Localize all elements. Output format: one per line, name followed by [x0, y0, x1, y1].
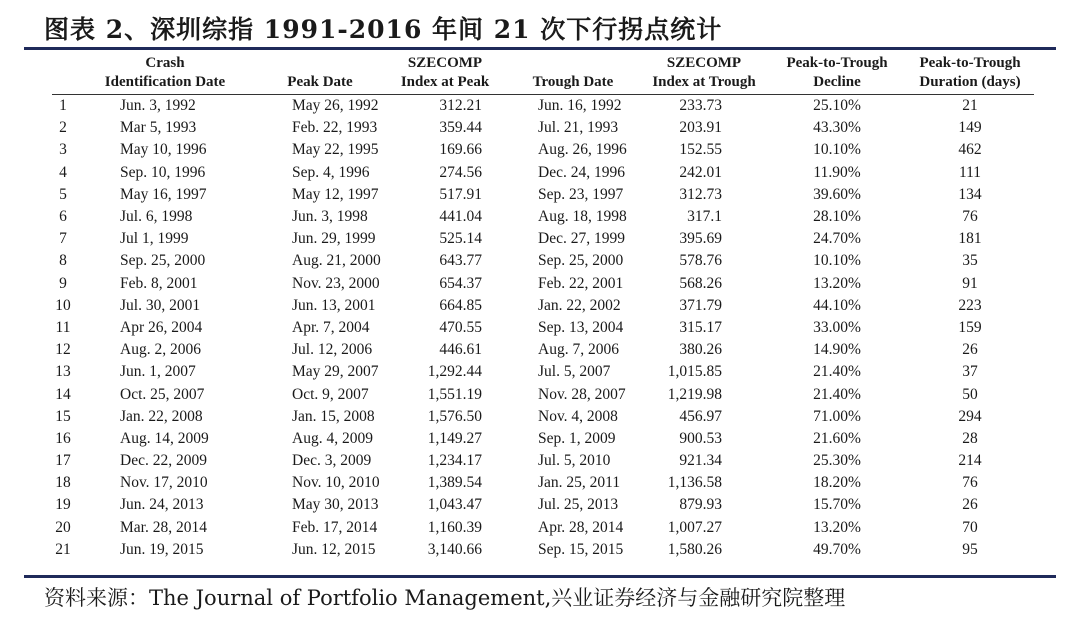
cell-row-number: 8 — [59, 252, 67, 270]
cell-trough-date: Sep. 1, 2009 — [538, 429, 616, 447]
column-header-decline: Peak-to-Trough Decline — [786, 55, 888, 90]
cell-decline: 13.20% — [813, 274, 861, 292]
cell-trough-date: Sep. 23, 1997 — [538, 185, 624, 203]
cell-row-number: 20 — [55, 518, 71, 536]
cell-crash-date: Jun. 1, 2007 — [120, 363, 196, 381]
cell-peak-date: Feb. 22, 1993 — [292, 119, 378, 137]
cell-decline: 28.10% — [813, 208, 861, 226]
cell-trough-date: Sep. 13, 2004 — [538, 318, 624, 336]
cell-decline: 21.40% — [813, 385, 861, 403]
cell-index-at-peak: 664.85 — [439, 296, 482, 314]
cell-crash-date: Sep. 25, 2000 — [120, 252, 206, 270]
cell-decline: 71.00% — [813, 407, 861, 425]
cell-peak-date: Nov. 23, 2000 — [292, 274, 380, 292]
cell-row-number: 17 — [55, 452, 71, 470]
cell-decline: 43.30% — [813, 119, 861, 137]
cell-index-at-peak: 470.55 — [439, 318, 482, 336]
cell-crash-date: May 16, 1997 — [120, 185, 207, 203]
cell-row-number: 13 — [55, 363, 71, 381]
cell-row-number: 1 — [59, 97, 67, 115]
cell-index-at-peak: 654.37 — [439, 274, 482, 292]
cell-decline: 49.70% — [813, 540, 861, 558]
cell-index-at-trough: 395.69 — [679, 230, 722, 248]
cell-index-at-trough: 371.79 — [679, 296, 722, 314]
cell-index-at-peak: 643.77 — [439, 252, 482, 270]
cell-peak-date: Dec. 3, 2009 — [292, 452, 372, 470]
table-row — [52, 162, 1034, 184]
cell-row-number: 19 — [55, 496, 71, 514]
cell-peak-date: Jan. 15, 2008 — [292, 407, 375, 425]
cell-index-at-trough: 233.73 — [679, 97, 722, 115]
cell-trough-date: Sep. 15, 2015 — [538, 540, 624, 558]
cell-peak-date: May 22, 1995 — [292, 141, 379, 159]
column-header-row-number — [52, 52, 74, 92]
cell-crash-date: Jun. 3, 1992 — [120, 97, 196, 115]
cell-decline: 11.90% — [813, 163, 861, 181]
cell-trough-date: Nov. 4, 2008 — [538, 407, 618, 425]
cell-index-at-trough: 380.26 — [679, 341, 722, 359]
cell-peak-date: Jun. 3, 1998 — [292, 208, 368, 226]
cell-row-number: 9 — [59, 274, 67, 292]
column-header-crash-date: Crash Identification Date — [104, 55, 226, 90]
cell-crash-date: Feb. 8, 2001 — [120, 274, 198, 292]
cell-row-number: 14 — [55, 385, 71, 403]
cell-crash-date: Nov. 17, 2010 — [120, 474, 208, 492]
cell-index-at-trough: 578.76 — [679, 252, 722, 270]
cell-crash-date: Jul. 6, 1998 — [120, 208, 193, 226]
cell-crash-date: Dec. 22, 2009 — [120, 452, 207, 470]
cell-crash-date: May 10, 1996 — [120, 141, 207, 159]
cell-row-number: 2 — [59, 119, 67, 137]
cell-peak-date: Feb. 17, 2014 — [292, 518, 378, 536]
cell-index-at-trough: 317.1 — [687, 208, 722, 226]
cell-trough-date: Apr. 28, 2014 — [538, 518, 624, 536]
cell-index-at-peak: 312.21 — [439, 97, 482, 115]
table-row — [52, 517, 1034, 539]
table-row — [52, 450, 1034, 472]
cell-index-at-trough: 879.93 — [679, 496, 722, 514]
cell-crash-date: Aug. 14, 2009 — [120, 429, 209, 447]
cell-row-number: 16 — [55, 429, 71, 447]
cell-peak-date: Nov. 10, 2010 — [292, 474, 380, 492]
cell-index-at-peak: 169.66 — [439, 141, 482, 159]
table-row — [52, 273, 1034, 295]
cell-peak-date: Apr. 7, 2004 — [292, 318, 370, 336]
cell-index-at-trough: 1,580.26 — [667, 540, 722, 558]
cell-row-number: 11 — [55, 318, 71, 336]
cell-duration: 149 — [958, 119, 982, 137]
cell-decline: 14.90% — [813, 341, 861, 359]
table-row — [52, 361, 1034, 383]
cell-trough-date: Nov. 28, 2007 — [538, 385, 626, 403]
cell-index-at-peak: 1,292.44 — [427, 363, 482, 381]
cell-trough-date: Dec. 24, 1996 — [538, 163, 625, 181]
table-row — [52, 139, 1034, 161]
cell-row-number: 5 — [59, 185, 67, 203]
cell-peak-date: Jun. 29, 1999 — [292, 230, 376, 248]
cell-peak-date: Jun. 12, 2015 — [292, 540, 376, 558]
cell-duration: 95 — [962, 540, 978, 558]
cell-trough-date: Sep. 25, 2000 — [538, 252, 624, 270]
cell-crash-date: Sep. 10, 1996 — [120, 163, 206, 181]
cell-index-at-trough: 242.01 — [679, 163, 722, 181]
cell-trough-date: Jul. 5, 2007 — [538, 363, 611, 381]
cell-duration: 134 — [958, 185, 982, 203]
cell-index-at-trough: 568.26 — [679, 274, 722, 292]
cell-duration: 50 — [962, 385, 978, 403]
cell-index-at-trough: 1,015.85 — [667, 363, 722, 381]
cell-index-at-peak: 274.56 — [439, 163, 482, 181]
cell-index-at-trough: 315.17 — [679, 318, 722, 336]
cell-trough-date: Jul. 25, 2013 — [538, 496, 619, 514]
cell-peak-date: May 30, 2013 — [292, 496, 379, 514]
cell-duration: 28 — [962, 429, 978, 447]
cell-trough-date: Jan. 22, 2002 — [538, 296, 621, 314]
column-header-index-at-trough: SZECOMP Index at Trough — [652, 55, 756, 90]
cell-index-at-trough: 203.91 — [679, 119, 722, 137]
cell-peak-date: Jun. 13, 2001 — [292, 296, 376, 314]
cell-row-number: 15 — [55, 407, 71, 425]
cell-duration: 35 — [962, 252, 978, 270]
table-row — [52, 184, 1034, 206]
cell-peak-date: Aug. 4, 2009 — [292, 429, 373, 447]
cell-crash-date: Jan. 22, 2008 — [120, 407, 203, 425]
column-header-index-at-peak: SZECOMP Index at Peak — [400, 55, 490, 90]
cell-index-at-trough: 921.34 — [679, 452, 722, 470]
cell-row-number: 10 — [55, 296, 71, 314]
table-row — [52, 295, 1034, 317]
table-row — [52, 383, 1034, 405]
cell-index-at-peak: 446.61 — [439, 341, 482, 359]
cell-row-number: 4 — [59, 163, 67, 181]
cell-index-at-peak: 1,160.39 — [427, 518, 482, 536]
cell-row-number: 21 — [55, 540, 71, 558]
cell-duration: 223 — [958, 296, 982, 314]
cell-index-at-trough: 456.97 — [679, 407, 722, 425]
cell-peak-date: May 12, 1997 — [292, 185, 379, 203]
table-row — [52, 428, 1034, 450]
cell-trough-date: Jan. 25, 2011 — [538, 474, 621, 492]
table-body — [52, 92, 1034, 561]
cell-index-at-trough: 312.73 — [679, 185, 722, 203]
cell-crash-date: Jun. 19, 2015 — [120, 540, 204, 558]
cell-index-at-trough: 1,219.98 — [667, 385, 722, 403]
cell-peak-date: Aug. 21, 2000 — [292, 252, 381, 270]
cell-decline: 39.60% — [813, 185, 861, 203]
source-note: 资料来源：The Journal of Portfolio Management,兴业证券经济与金融研究院整理 — [44, 586, 846, 610]
table-row — [52, 472, 1034, 494]
table-row — [52, 92, 1034, 117]
cell-trough-date: Jul. 21, 1993 — [538, 119, 619, 137]
column-header-trough-date: Trough Date — [532, 74, 614, 90]
cell-trough-date: Dec. 27, 1999 — [538, 230, 625, 248]
cell-duration: 26 — [962, 496, 978, 514]
cell-index-at-peak: 441.04 — [439, 208, 482, 226]
cell-decline: 15.70% — [813, 496, 861, 514]
cell-index-at-peak: 3,140.66 — [427, 540, 482, 558]
cell-decline: 18.20% — [813, 474, 861, 492]
cell-index-at-peak: 1,234.17 — [427, 452, 482, 470]
cell-index-at-peak: 1,149.27 — [427, 429, 482, 447]
cell-row-number: 12 — [55, 341, 71, 359]
bottom-rule — [24, 575, 1056, 578]
cell-index-at-peak: 1,576.50 — [427, 407, 482, 425]
cell-crash-date: Jul. 30, 2001 — [120, 296, 201, 314]
cell-trough-date: Feb. 22, 2001 — [538, 274, 624, 292]
cell-decline: 21.40% — [813, 363, 861, 381]
cell-index-at-peak: 525.14 — [439, 230, 482, 248]
cell-index-at-peak: 1,551.19 — [427, 385, 482, 403]
cell-crash-date: Mar 5, 1993 — [120, 119, 197, 137]
cell-duration: 294 — [958, 407, 982, 425]
crash-statistics-table — [52, 52, 1034, 561]
cell-peak-date: May 26, 1992 — [292, 97, 379, 115]
cell-index-at-peak: 1,389.54 — [427, 474, 482, 492]
cell-decline: 25.30% — [813, 452, 861, 470]
cell-crash-date: Mar. 28, 2014 — [120, 518, 207, 536]
cell-trough-date: Jul. 5, 2010 — [538, 452, 611, 470]
cell-duration: 159 — [958, 318, 982, 336]
cell-crash-date: Aug. 2, 2006 — [120, 341, 201, 359]
cell-duration: 76 — [962, 474, 978, 492]
cell-trough-date: Jun. 16, 1992 — [538, 97, 622, 115]
cell-peak-date: May 29, 2007 — [292, 363, 379, 381]
column-header-peak-date: Peak Date — [287, 74, 353, 90]
cell-duration: 214 — [958, 452, 982, 470]
cell-index-at-trough: 900.53 — [679, 429, 722, 447]
cell-peak-date: Jul. 12, 2006 — [292, 341, 373, 359]
table-row — [52, 539, 1034, 561]
table-row — [52, 206, 1034, 228]
cell-trough-date: Aug. 18, 1998 — [538, 208, 627, 226]
cell-row-number: 18 — [55, 474, 71, 492]
page-title: 图表 2、深圳综指 1991-2016 年间 21 次下行拐点统计 — [44, 15, 723, 44]
cell-decline: 10.10% — [813, 141, 861, 159]
cell-duration: 181 — [958, 230, 982, 248]
cell-duration: 26 — [962, 341, 978, 359]
table-row — [52, 339, 1034, 361]
cell-trough-date: Aug. 7, 2006 — [538, 341, 619, 359]
cell-index-at-trough: 152.55 — [679, 141, 722, 159]
cell-duration: 91 — [962, 274, 978, 292]
table-row — [52, 406, 1034, 428]
cell-crash-date: Apr 26, 2004 — [120, 318, 203, 336]
cell-duration: 70 — [962, 518, 978, 536]
header-row — [52, 52, 1034, 92]
cell-index-at-trough: 1,007.27 — [667, 518, 722, 536]
table-row — [52, 117, 1034, 139]
cell-duration: 111 — [958, 163, 982, 181]
cell-crash-date: Jun. 24, 2013 — [120, 496, 204, 514]
cell-decline: 25.10% — [813, 97, 861, 115]
cell-index-at-trough: 1,136.58 — [667, 474, 722, 492]
header-rule — [52, 94, 1034, 95]
cell-duration: 76 — [962, 208, 978, 226]
cell-duration: 462 — [958, 141, 982, 159]
table-row — [52, 494, 1034, 516]
cell-decline: 13.20% — [813, 518, 861, 536]
cell-index-at-peak: 517.91 — [439, 185, 482, 203]
table-header — [52, 52, 1034, 92]
cell-duration: 21 — [962, 97, 978, 115]
cell-crash-date: Jul 1, 1999 — [120, 230, 189, 248]
top-rule — [24, 47, 1056, 50]
cell-row-number: 3 — [59, 141, 67, 159]
cell-peak-date: Sep. 4, 1996 — [292, 163, 370, 181]
cell-row-number: 7 — [59, 230, 67, 248]
cell-decline: 10.10% — [813, 252, 861, 270]
cell-decline: 24.70% — [813, 230, 861, 248]
cell-duration: 37 — [962, 363, 978, 381]
table-row — [52, 228, 1034, 250]
cell-row-number: 6 — [59, 208, 67, 226]
cell-peak-date: Oct. 9, 2007 — [292, 385, 369, 403]
cell-index-at-peak: 1,043.47 — [427, 496, 482, 514]
cell-decline: 44.10% — [813, 296, 861, 314]
cell-crash-date: Oct. 25, 2007 — [120, 385, 205, 403]
cell-trough-date: Aug. 26, 1996 — [538, 141, 627, 159]
table-row — [52, 250, 1034, 272]
table-row — [52, 317, 1034, 339]
cell-decline: 21.60% — [813, 429, 861, 447]
cell-index-at-peak: 359.44 — [439, 119, 482, 137]
cell-decline: 33.00% — [813, 318, 861, 336]
column-header-duration: Peak-to-Trough Duration (days) — [919, 55, 1021, 90]
